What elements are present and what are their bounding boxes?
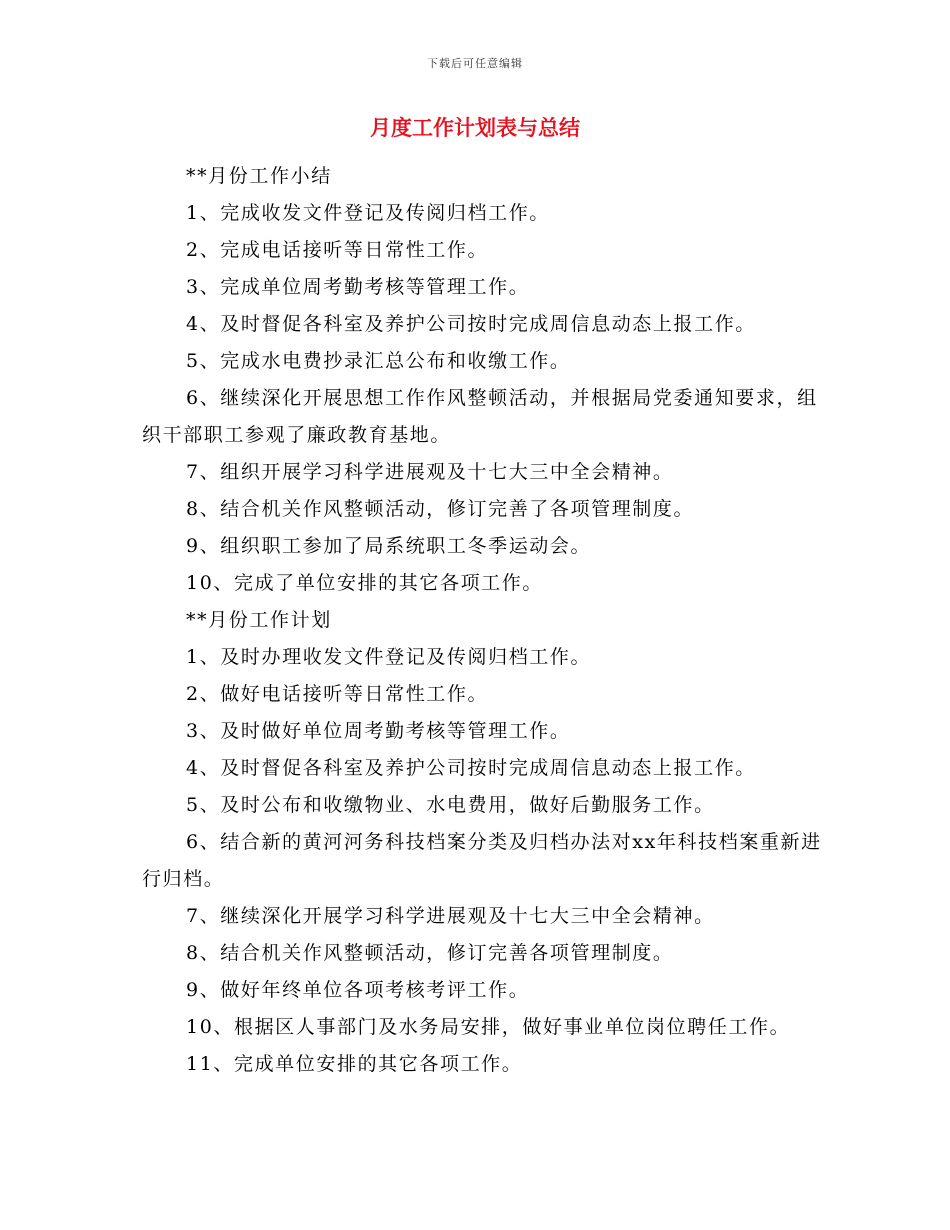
summary-item: 4、及时督促各科室及养护公司按时完成周信息动态上报工作。: [186, 313, 756, 335]
plan-item: 8、结合机关作风整顿活动，修订完善各项管理制度。: [186, 942, 674, 964]
summary-item: 6、继续深化开展思想工作作风整顿活动，并根据局党委通知要求，组织干部职工参观了廉政教育基地。: [142, 387, 818, 446]
summary-item: 3、完成单位周考勤考核等管理工作。: [186, 276, 530, 298]
plan-item: 4、及时督促各科室及养护公司按时完成周信息动态上报工作。: [186, 757, 756, 779]
summary-item: 8、结合机关作风整顿活动，修订完善了各项管理制度。: [186, 498, 695, 520]
plan-item: 11、完成单位安排的其它各项工作。: [186, 1053, 523, 1075]
plan-item: 2、做好电话接听等日常性工作。: [186, 683, 489, 705]
summary-item: 2、完成电话接听等日常性工作。: [186, 239, 489, 261]
summary-item: 7、组织开展学习科学进展观及十七大三中全会精神。: [186, 461, 674, 483]
document-title: 月度工作计划表与总结: [370, 116, 580, 140]
page-header-note: 下载后可任意编辑: [427, 57, 523, 70]
plan-heading: **月份工作计划: [186, 609, 332, 631]
plan-item: 5、及时公布和收缴物业、水电费用，做好后勤服务工作。: [186, 794, 715, 816]
summary-item: 10、完成了单位安排的其它各项工作。: [186, 572, 543, 594]
summary-item: 9、组织职工参加了局系统职工冬季运动会。: [186, 535, 592, 557]
summary-heading: **月份工作小结: [186, 165, 332, 187]
plan-item: 7、继续深化开展学习科学进展观及十七大三中全会精神。: [186, 905, 715, 927]
summary-item: 5、完成水电费抄录汇总公布和收缴工作。: [186, 350, 571, 372]
plan-item: 10、根据区人事部门及水务局安排，做好事业单位岗位聘任工作。: [186, 1016, 791, 1038]
document-body: [142, 158, 822, 1083]
summary-item: 1、完成收发文件登记及传阅归档工作。: [186, 202, 550, 224]
plan-item: 9、做好年终单位各项考核考评工作。: [186, 979, 530, 1001]
plan-item: 1、及时办理收发文件登记及传阅归档工作。: [186, 646, 592, 668]
plan-item: 3、及时做好单位周考勤考核等管理工作。: [186, 720, 571, 742]
plan-item: 6、结合新的黄河河务科技档案分类及归档办法对xx年科技档案重新进行归档。: [142, 831, 822, 890]
